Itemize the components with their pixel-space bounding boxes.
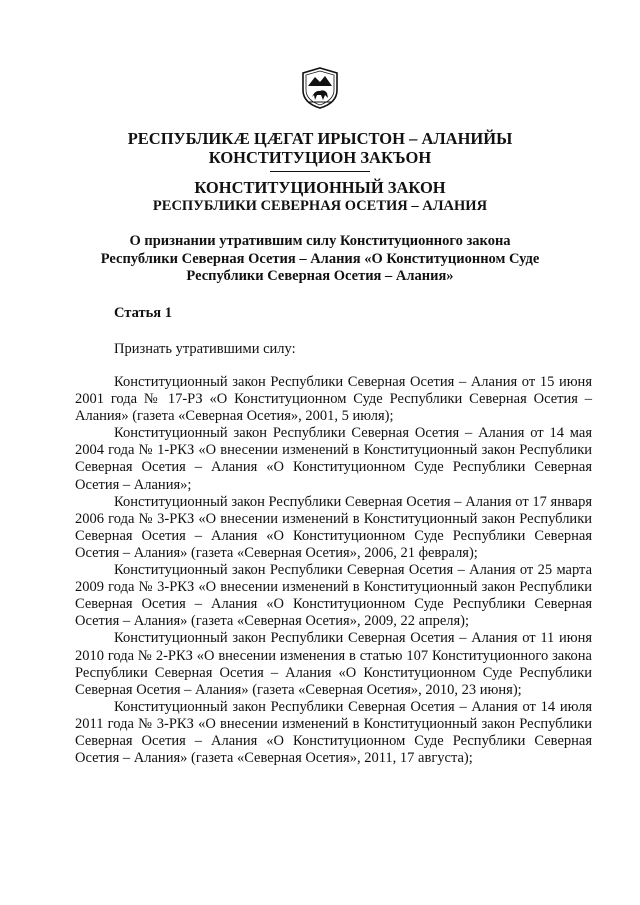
- list-item: Конституционный закон Республики Северная Осетия – Алания от 15 июня 2001 года № 17-РЗ «О Конституционном Суде Республики Северная Осетия – Алания» (газета «Северная Осетия», 2001, 5 июля);: [75, 374, 592, 425]
- list-item: Конституционный закон Республики Северная Осетия – Алания от 14 мая 2004 года № 1-РКЗ «О внесении изменений в Конституционный закон Республики Северная Осетия – Алания «О Конституционном Суде Республики Северная Осетия – Алания»;: [75, 425, 592, 493]
- header-divider: [270, 171, 370, 172]
- coat-of-arms-emblem: [300, 66, 340, 110]
- header-ossetian-republic: РЕСПУБЛИКÆ ЦÆГАТ ИРЫСТОН – АЛАНИЙЫ: [127, 129, 513, 148]
- law-subject: [70, 233, 570, 286]
- list-item: Конституционный закон Республики Северная Осетия – Алания от 25 марта 2009 года № 3-РКЗ «О внесении изменений в Конституционный закон Республики Северная Осетия – Алания «О Конституционном Суде Республики Северная Осетия – Алания» (газета «Северная Осетия», 2009, 22 апреля);: [75, 562, 592, 630]
- repealed-laws-list: [75, 374, 592, 767]
- list-item: Конституционный закон Республики Северная Осетия – Алания от 17 января 2006 года № 3-РКЗ «О внесении изменений в Конституционный закон Республики Северная Осетия – Алания «О Конституционном Суде Республики Северная Осетия – Алания» (газета «Северная Осетия», 2006, 21 февраля);: [75, 493, 592, 561]
- article-preamble: Признать утратившими силу:: [114, 341, 296, 357]
- list-item: Конституционный закон Республики Северная Осетия – Алания от 14 июля 2011 года № 3-РКЗ «О внесении изменений в Конституционный закон Республики Северная Осетия – Алания «О Конституционном Суде Республики Северная Осетия – Алания» (газета «Северная Осетия», 2011, 17 августа);: [75, 698, 592, 767]
- law-subject-line: Республики Северная Осетия – Алания»: [186, 268, 454, 284]
- header-law-type: КОНСТИТУЦИОННЫЙ ЗАКОН: [194, 178, 446, 197]
- header-republic: РЕСПУБЛИКИ СЕВЕРНАЯ ОСЕТИЯ – АЛАНИЯ: [152, 198, 488, 214]
- list-item: Конституционный закон Республики Северная Осетия – Алания от 11 июня 2010 года № 2-РКЗ «О внесении изменения в статью 107 Конституционного закона Республики Северная Осетия – Алания «О Конституционном Суде Республики Северная Осетия – Алания» (газета «Северная Осетия», 2010, 23 июня);: [75, 630, 592, 698]
- article-title: Статья 1: [114, 305, 172, 321]
- law-subject-line: Республики Северная Осетия – Алания «О Конституционном Суде: [100, 250, 540, 267]
- law-subject-line: О признании утратившим силу Конституционного закона: [129, 233, 511, 249]
- header-ossetian-law-type: КОНСТИТУЦИОН ЗАКЪОН: [208, 148, 432, 167]
